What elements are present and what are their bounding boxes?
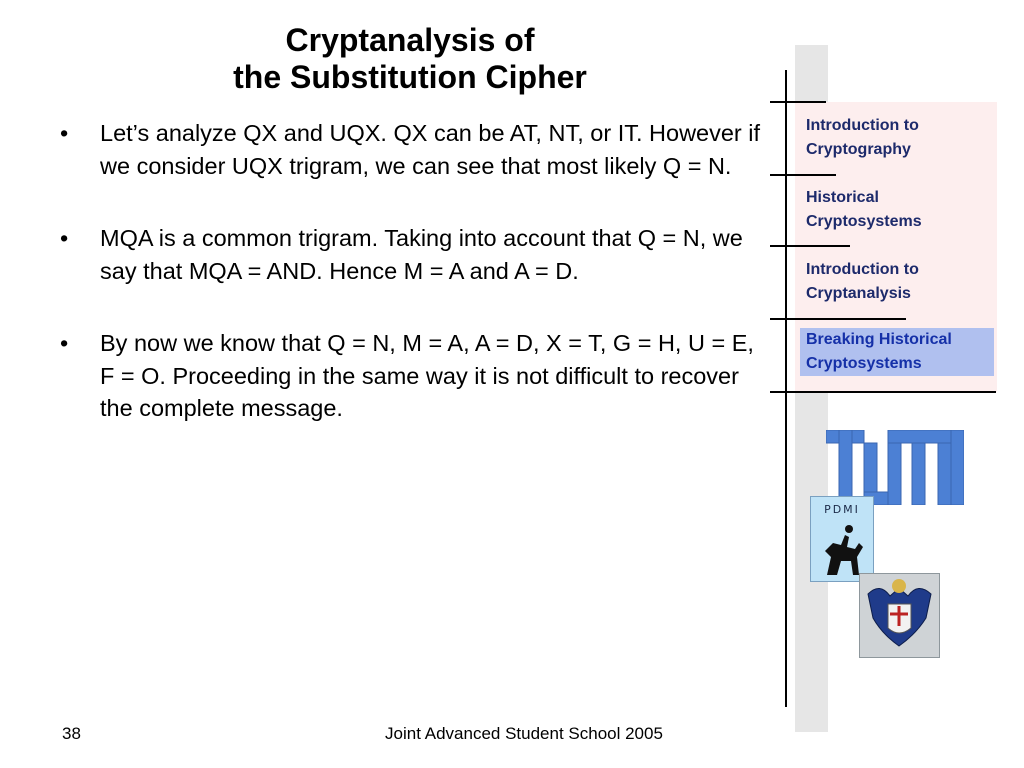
bullet-marker: • [60,120,69,146]
slide-number: 38 [62,724,81,743]
bullet-marker: • [60,225,69,251]
nav-item-label-line-1: Historical [806,189,879,206]
nav-item-label-line-2: Cryptography [806,141,911,158]
bullet-item [56,222,768,287]
bullet-text: MQA is a common trigram. Taking into account that Q = N, we say that MQA = AND. Hence M = A and A = D. [100,225,743,284]
nav-item-introduction-to-cryptography[interactable] [806,114,919,162]
nav-item-breaking-historical-cryptosystems[interactable] [800,328,994,376]
double-headed-eagle-icon [860,574,939,657]
bullet-marker: • [60,330,69,356]
nav-divider [770,101,826,103]
nav-item-label-line-1: Breaking Historical [806,331,952,348]
pdmi-logo-text: PDMI [824,503,860,516]
tum-logo [826,430,964,505]
nav-item-label-line-1: Introduction to [806,261,919,278]
nav-item-historical-cryptosystems[interactable] [806,186,922,234]
bullet-item [56,117,768,182]
nav-item-label-line-2: Cryptanalysis [806,285,911,302]
nav-item-label-line-2: Cryptosystems [806,213,922,230]
nav-vertical-line [785,70,787,707]
bullet-text: By now we know that Q = N, M = A, A = D, X = T, G = H, U = E, F = O. Proceeding in the same way it is not difficult to recover the complete message. [100,330,754,421]
pdmi-logo [810,496,874,582]
nav-item-label-line-1: Introduction to [806,117,919,134]
nav-divider [770,318,906,320]
slide-title-line-1: Cryptanalysis of [285,22,535,58]
bullet-list [56,117,768,465]
nav-divider [770,391,996,393]
slide-title [120,22,700,96]
footer-text: Joint Advanced Student School 2005 [385,724,663,743]
nav-item-label-line-2: Cryptosystems [806,355,922,372]
nav-divider [770,174,836,176]
nav-item-introduction-to-cryptanalysis[interactable] [806,258,919,306]
bullet-item [56,327,768,425]
nav-divider [770,245,850,247]
horse-rider-icon [819,521,867,577]
bullet-text: Let’s analyze QX and UQX. QX can be AT, NT, or IT. However if we consider UQX trigram, we can see that most likely Q = N. [100,120,761,179]
coat-of-arms-logo [859,573,940,658]
slide-title-line-2: the Substitution Cipher [233,59,587,95]
